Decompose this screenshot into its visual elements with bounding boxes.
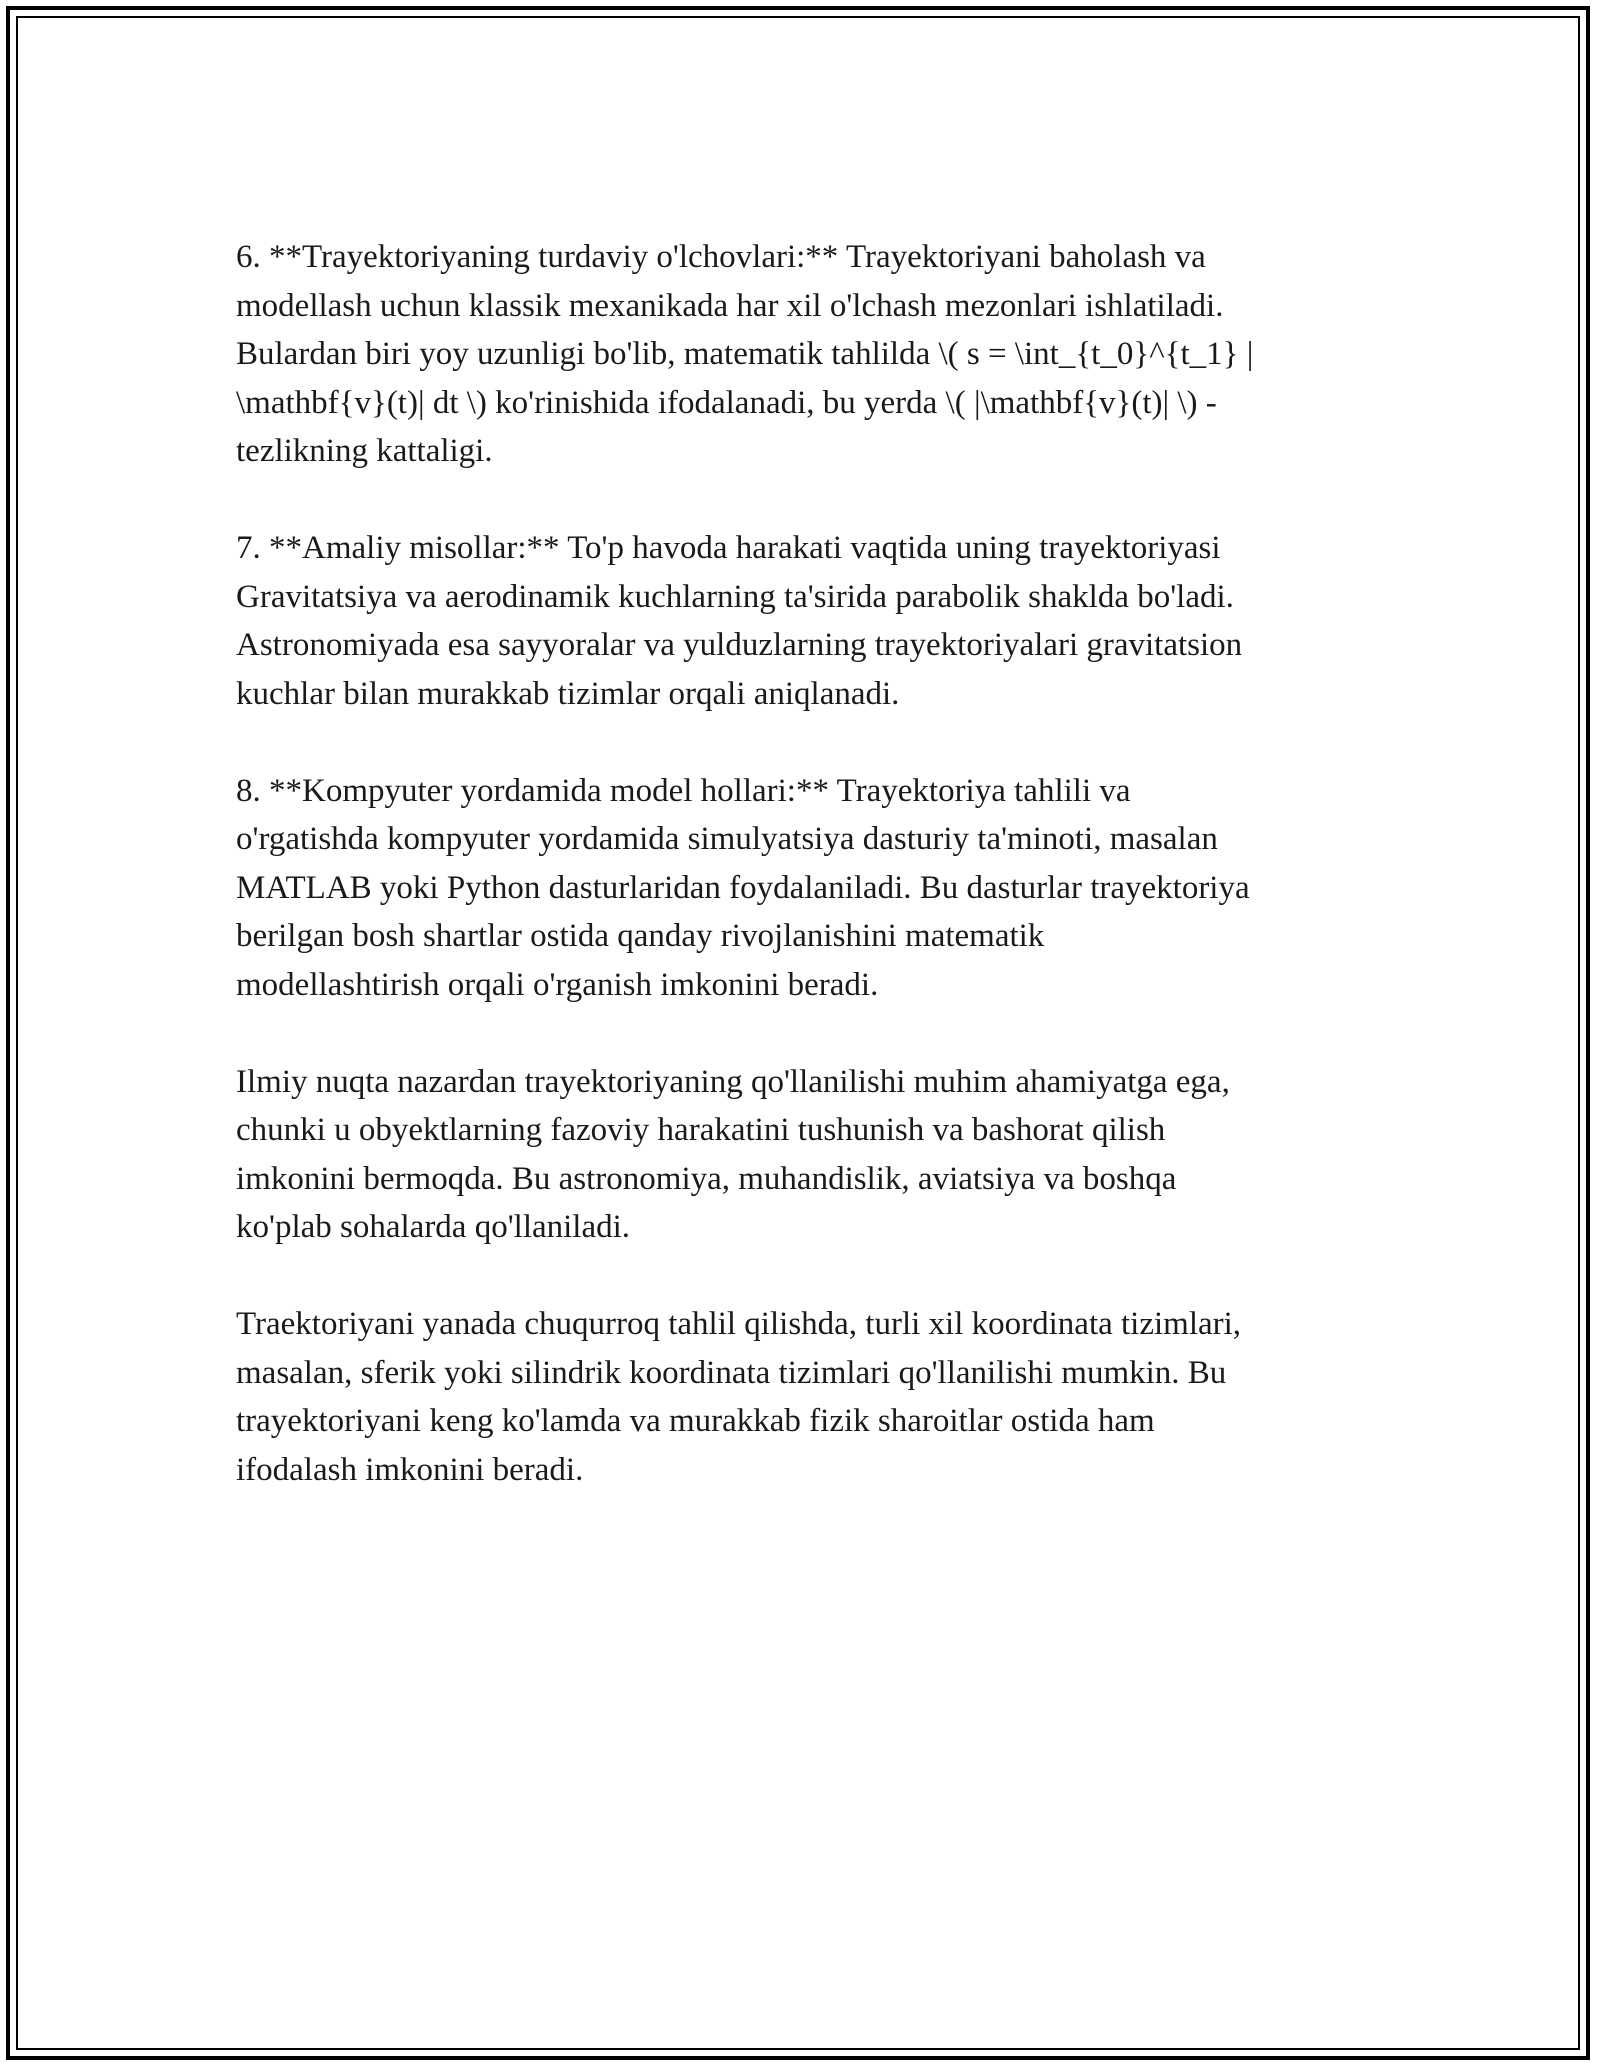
text-line: tezlikning kattaligi. [236,433,493,469]
text-line: 6. **Trayektoriyaning turdaviy o'lchovlari:** Trayektoriyani baholash va [236,239,1206,275]
text-line: o'rgatishda kompyuter yordamida simulyatsiya dasturiy ta'minoti, masalan [236,821,1218,857]
text-line: ko'plab sohalarda qo'llaniladi. [236,1209,631,1245]
text-line: Traektoriyani yanada chuqurroq tahlil qilishda, turli xil koordinata tizimlari, [236,1306,1242,1342]
text-line: masalan, sferik yoki silindrik koordinata tizimlari qo'llanilishi mumkin. Bu [236,1354,1227,1391]
text-line: ifodalash imkonini beradi. [236,1451,584,1488]
text-line: Bulardan biri yoy uzunligi bo'lib, matematik tahlilda \( s = \int_{t_0}^{t_1} | [236,336,1254,372]
text-line: trayektoriyani keng ko'lamda va murakkab fizik sharoitlar ostida ham [236,1403,1155,1439]
paragraph-coordinate-systems [236,1300,1386,1494]
text-line: kuchlar bilan murakkab tizimlar orqali aniqlanadi. [236,675,900,712]
paragraph-computer-modeling [236,767,1386,1010]
text-line: 8. **Kompyuter yordamida model hollari:** Trayektoriya tahlili va [236,772,1131,809]
document-body [236,233,1386,1543]
paragraph-scientific-importance [236,1058,1386,1252]
text-line: Astronomiyada esa sayyoralar va yulduzlarning trayektoriyalari gravitatsion [236,627,1243,663]
text-line: Gravitatsiya va aerodinamik kuchlarning ta'sirida parabolik shaklda bo'ladi. [236,578,1234,615]
text-line: Ilmiy nuqta nazardan trayektoriyaning qo'llanilishi muhim ahamiyatga ega, [236,1063,1230,1100]
paragraph-trajectory-measures [236,233,1386,476]
paragraph-practical-examples [236,524,1386,718]
text-line: modellash uchun klassik mexanikada har xil o'lchash mezonlari ishlatiladi. [236,287,1224,324]
text-line: berilgan bosh shartlar ostida qanday rivojlanishini matematik [236,918,1045,954]
text-line: MATLAB yoki Python dasturlaridan foydalaniladi. Bu dasturlar trayektoriya [236,869,1250,906]
text-line: \mathbf{v}(t)| dt \) ko'rinishida ifodalanadi, bu yerda \( |\mathbf{v}(t)| \) - [236,384,1217,421]
text-line: imkonini bermoqda. Bu astronomiya, muhandislik, aviatsiya va boshqa [236,1160,1177,1197]
text-line: chunki u obyektlarning fazoviy harakatini tushunish va bashorat qilish [236,1112,1166,1148]
text-line: modellashtirish orqali o'rganish imkonini beradi. [236,966,879,1003]
text-line: 7. **Amaliy misollar:** To'p havoda harakati vaqtida uning trayektoriyasi [236,530,1221,566]
